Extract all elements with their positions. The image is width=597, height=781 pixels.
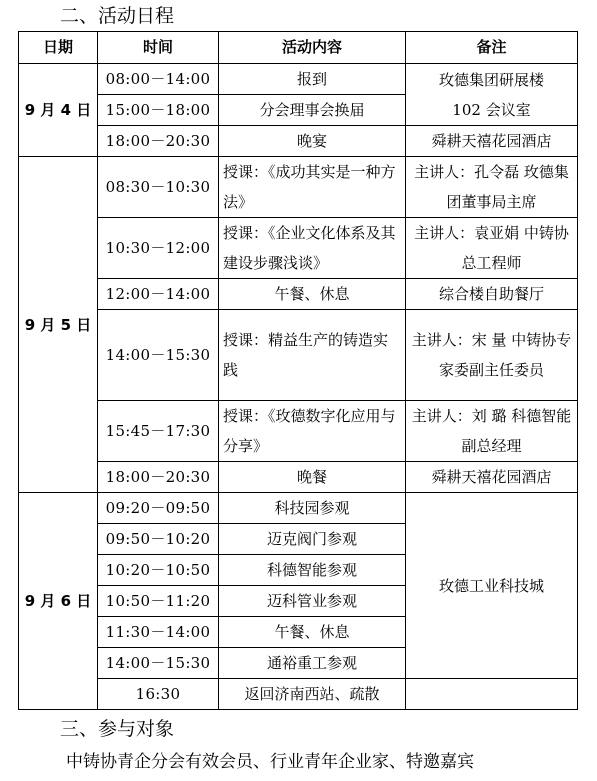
table-header-row (19, 32, 578, 64)
note-line: 玫德集团研展楼 (438, 70, 544, 89)
activity-cell: 午餐、休息 (219, 279, 406, 310)
time-cell: 12:00－14:00 (98, 279, 219, 310)
table-row (19, 310, 578, 401)
activity-cell: 科技园参观 (219, 493, 406, 524)
activity-cell: 迈科管业参观 (219, 586, 406, 617)
activity-cell: 午餐、休息 (219, 617, 406, 648)
note-cell: 主讲人：刘 璐 科德智能 副总经理 (406, 401, 578, 462)
activity-cell: 授课：《玫德数字化应用与分享》 (219, 401, 406, 462)
note-cell-venue (406, 64, 578, 126)
table-row (19, 401, 578, 462)
note-cell-visit-venue: 玫德工业科技城 (406, 493, 578, 679)
table-row (19, 126, 578, 157)
time-cell: 10:30－12:00 (98, 218, 219, 279)
schedule-table (18, 31, 578, 710)
table-row (19, 679, 578, 710)
activity-cell: 授课：《企业文化体系及其建设步骤浅谈》 (219, 218, 406, 279)
participants-text: 中铸协青企分会有效会员、行业青年企业家、特邀嘉宾 (66, 752, 474, 772)
header-activity: 活动内容 (219, 32, 406, 64)
table-row (19, 279, 578, 310)
table-row (19, 157, 578, 218)
note-cell: 主讲人：孔令磊 玫德集团董事局主席 (406, 157, 578, 218)
note-cell: 主讲人：袁亚娟 中铸协总工程师 (406, 218, 578, 279)
time-cell: 10:20－10:50 (98, 555, 219, 586)
date-cell-sep5: 9 月 5 日 (19, 157, 98, 493)
activity-cell: 返回济南西站、疏散 (219, 679, 406, 710)
time-cell: 18:00－20:30 (98, 462, 219, 493)
activity-cell: 分会理事会换届 (219, 95, 406, 126)
time-cell: 14:00－15:30 (98, 310, 219, 401)
time-cell: 16:30 (98, 679, 219, 710)
note-cell: 舜耕天禧花园酒店 (406, 126, 578, 157)
note-cell: 主讲人：宋 量 中铸协专家委副主任委员 (406, 310, 578, 401)
time-cell: 08:00－14:00 (98, 64, 219, 95)
header-note: 备注 (406, 32, 578, 64)
note-cell: 综合楼自助餐厅 (406, 279, 578, 310)
time-cell: 15:45－17:30 (98, 401, 219, 462)
time-cell: 11:30－14:00 (98, 617, 219, 648)
activity-cell: 报到 (219, 64, 406, 95)
activity-cell: 通裕重工参观 (219, 648, 406, 679)
table-row (19, 462, 578, 493)
note-cell: 舜耕天禧花园酒店 (406, 462, 578, 493)
activity-cell: 晚宴 (219, 126, 406, 157)
table-row (19, 218, 578, 279)
activity-cell: 授课：精益生产的铸造实践 (219, 310, 406, 401)
table-row (19, 493, 578, 524)
time-cell: 15:00－18:00 (98, 95, 219, 126)
note-line: 102 会议室 (452, 100, 531, 119)
time-cell: 08:30－10:30 (98, 157, 219, 218)
time-cell: 09:20－09:50 (98, 493, 219, 524)
time-cell: 14:00－15:30 (98, 648, 219, 679)
activity-cell: 迈克阀门参观 (219, 524, 406, 555)
activity-cell: 授课：《成功其实是一种方法》 (219, 157, 406, 218)
note-cell-empty (406, 679, 578, 710)
header-time: 时间 (98, 32, 219, 64)
table-row (19, 64, 578, 95)
section-heading-schedule: 二、活动日程 (60, 5, 175, 27)
time-cell: 18:00－20:30 (98, 126, 219, 157)
activity-cell: 晚餐 (219, 462, 406, 493)
time-cell: 10:50－11:20 (98, 586, 219, 617)
section-heading-participants: 三、参与对象 (60, 718, 175, 740)
time-cell: 09:50－10:20 (98, 524, 219, 555)
header-date: 日期 (19, 32, 98, 64)
date-cell-sep4: 9 月 4 日 (19, 64, 98, 157)
date-cell-sep6: 9 月 6 日 (19, 493, 98, 710)
activity-cell: 科德智能参观 (219, 555, 406, 586)
